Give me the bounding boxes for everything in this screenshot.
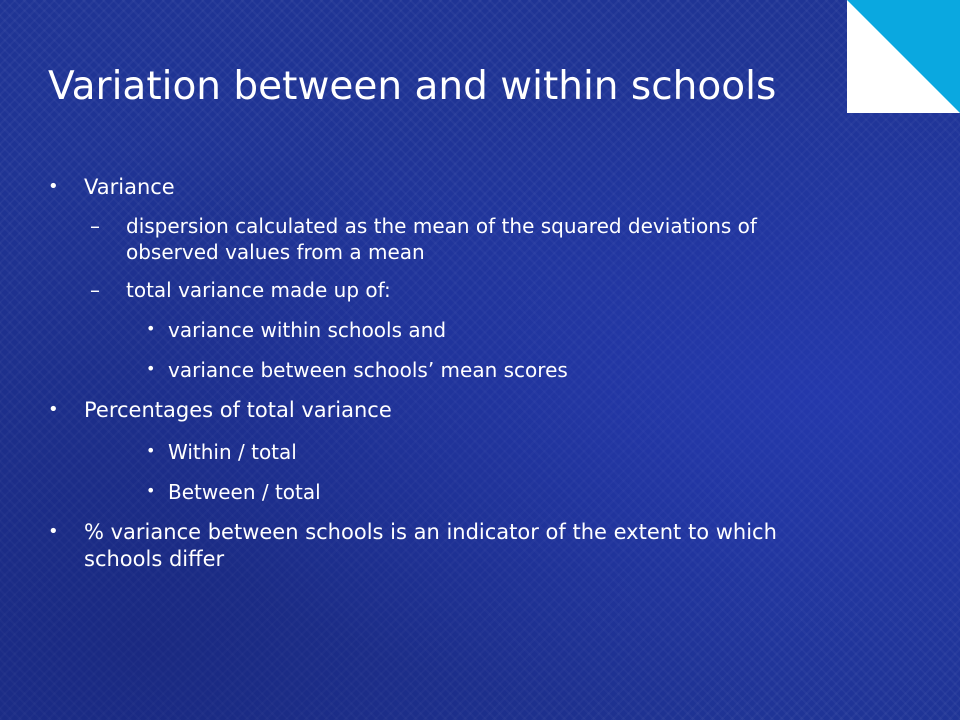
nested-bullet-text: variance between schools’ mean scores [168, 358, 568, 383]
bullet-item [48, 519, 818, 574]
bullet-marker: • [146, 359, 156, 379]
sub-bullet-item [48, 277, 818, 303]
nested-bullet-item [48, 479, 818, 505]
sub-bullet-item [48, 213, 818, 265]
bullet-marker: • [146, 319, 156, 339]
bullet-list [48, 174, 818, 573]
nested-bullet-text: Between / total [168, 479, 321, 504]
bullet-text: Percentages of total variance [84, 398, 392, 423]
nested-bullet-item [48, 357, 818, 383]
corner-accent-graphic [847, 0, 960, 113]
nested-bullet-item [48, 317, 818, 343]
slide-title: Variation between and within schools [48, 64, 777, 109]
sub-bullet-text: dispersion calculated as the mean of the squared deviations of observed values from a mean [126, 214, 757, 265]
nested-bullet-text: variance within schools and [168, 318, 447, 343]
bullet-item [48, 174, 818, 201]
sub-bullet-text: total variance made up of: [126, 278, 391, 303]
dash-marker: – [90, 214, 100, 239]
bullet-text: Variance [84, 175, 175, 199]
bullet-marker: • [48, 399, 59, 421]
bullet-marker: • [146, 440, 156, 460]
bullet-text: % variance between schools is an indicator of the extent to which schools differ [84, 519, 777, 571]
dash-marker: – [90, 278, 100, 303]
nested-bullet-item [48, 439, 818, 465]
nested-bullet-text: Within / total [168, 439, 297, 464]
bullet-item [48, 397, 818, 424]
bullet-marker: • [48, 520, 59, 542]
bullet-marker: • [146, 480, 156, 500]
bullet-marker: • [48, 176, 59, 197]
